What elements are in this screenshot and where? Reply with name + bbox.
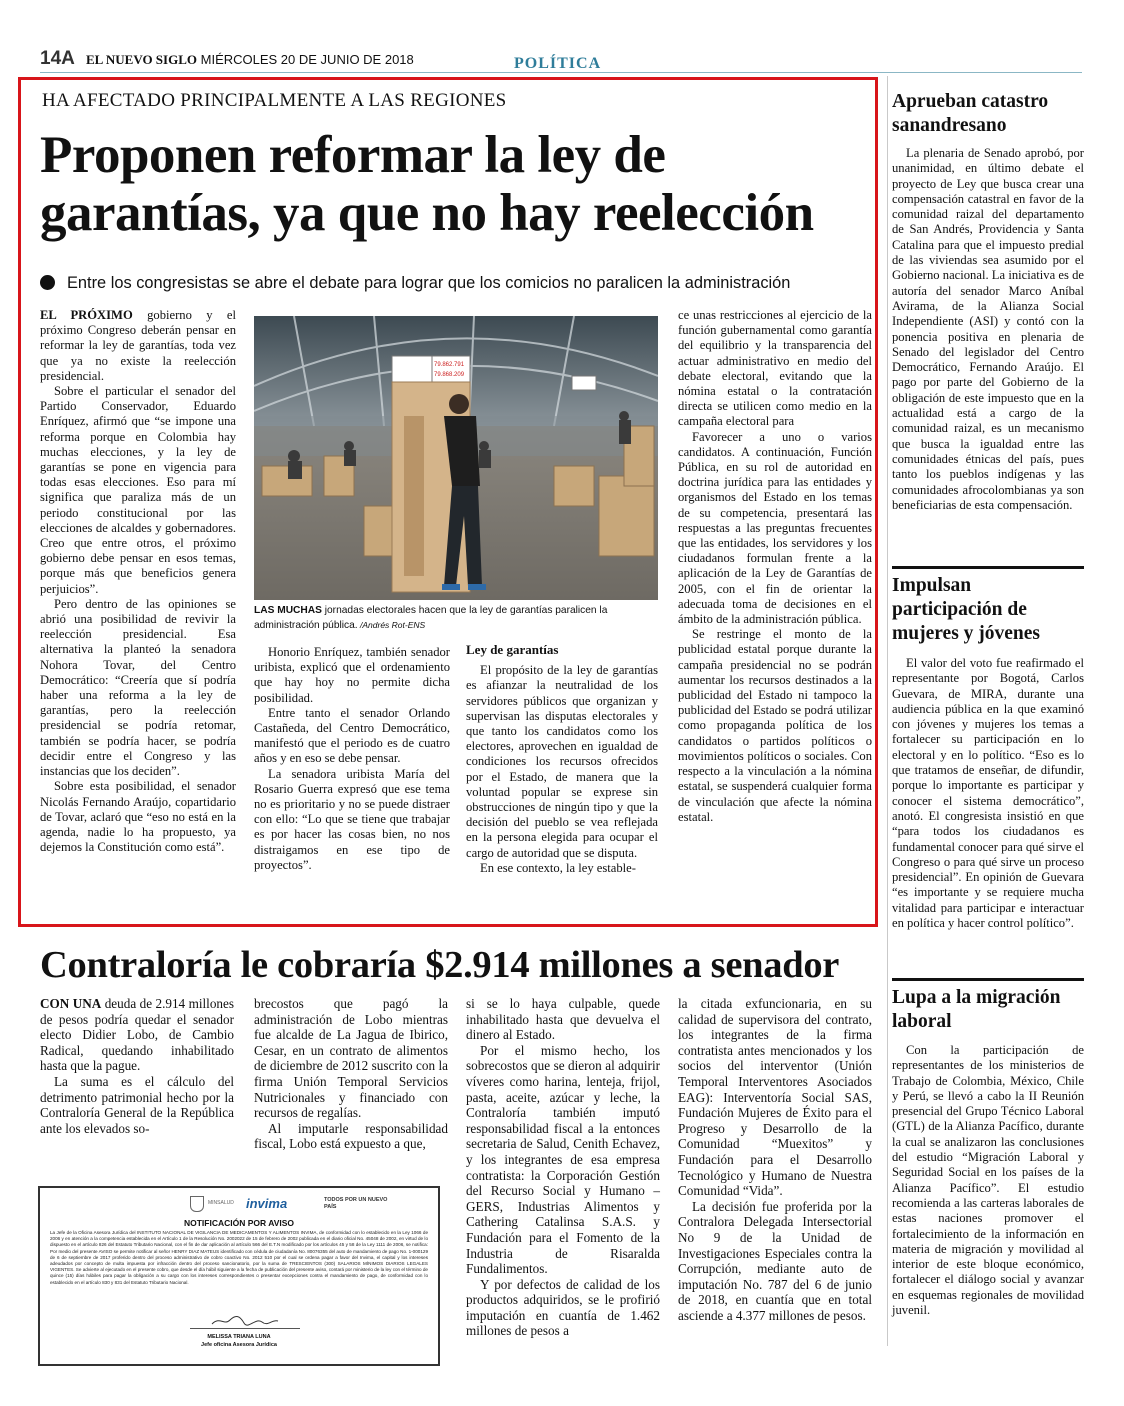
deck-text: Entre los congresistas se abre el debate para lograr que los comicios no paralicen la administración — [67, 274, 791, 292]
paragraph: La plenaria de Senado aprobó, por unanimidad, en último debate el proyecto de Ley que busca crear una compensación catastral en favor de la comunidad raizal del departamento de San Andrés, Providencia y Santa Catalina para que el impuesto predial de las viviendas sea asumido por el Gobierno nacional. La iniciativa es de autoría del senador Marco Aníbal Avirama, de la Alianza Social Independiente (ASI) y contó con la ponencia positiva en plenaria de Senado del legislador del Centro Democrático, Fernando Araújo. El pago por parte del Gobierno de la obligación de este impuesto que en la actualidad está a cargo de la comunidad raizal, es un mecanismo que busca la igualdad entre las comunidades étnicas del país, pues tanto los pueblos indígenas y las comunidades afrocolombianas ya son beneficiarias de esta compensación. — [892, 146, 1084, 512]
second-column-2 — [254, 996, 448, 1152]
bullet-icon — [40, 275, 55, 290]
second-headline: Contraloría le cobraría $2.914 millones a senador — [40, 944, 840, 986]
signer-role: Jefe oficina Asesora Jurídica — [201, 1342, 277, 1348]
paragraph: Favorecer a uno o varios candidatos. A continuación, Función Pública, en su rol de autoridad en doctrina jurídica para las entidades y organismos del Estado en los temas de su competencia, presentará las respuestas a las preguntas frecuentes que las entidades, los servidores y los ciudadanos formulan frente a la aplicación de la Ley de Garantías de 2005, con el fin de orientar la adecuada toma de decisiones en el ámbito de la administración pública. — [678, 429, 872, 627]
paragraph: Y por defectos de calidad de los productos adquiridos, se le profirió imputación en cuantía de 1.462 millones de pesos a — [466, 1276, 660, 1339]
paper-name: EL NUEVO SIGLO — [86, 52, 197, 67]
paragraph: La suma es el cálculo del detrimento patrimonial hecho por la Contraloría General de la República ante los elevados so- — [40, 1073, 234, 1136]
lead-caps: EL PRÓXIMO — [40, 308, 133, 322]
paragraph: El valor del voto fue reafirmado el representante por Bogotá, Carlos Guevara, de MIRA, durante una audiencia pública en la que examinó con jóvenes y mujeres los temas a fortalecer su participación en lo electoral y en lo político. “Eso es lo que tratamos de enseñar, de difundir, porque lo importante es participar y conocer el sistema democrático”, anotó. El congresista insistió en que “para todos los ciudadanos es fundamental conocer para qué sirve el Congreso o para qué sirve un proceso presidencial”. En opinión de Guevara “es importante y se requiere mucha vitalidad para participar e interactuar en política y hacer control político”. — [892, 656, 1084, 931]
booth-sign-numbers: 79.868.209 — [434, 372, 465, 378]
signer-name: MELISSA TRIANA LUNA — [207, 1334, 271, 1340]
booth-sign-numbers: 79.862.791 — [434, 362, 465, 368]
second-column-4 — [678, 996, 872, 1323]
sidebar-headline-2: Impulsan participación de mujeres y jóvenes — [892, 575, 1041, 644]
paragraph: Sobre esta posibilidad, el senador Nicolás Fernando Araújo, copartidario de Tovar, aclaró que “eso no está en la agenda, nadie lo ha propuesto, ya dejemos la Constitución como está”. — [40, 779, 236, 855]
caption-text: jornadas electorales hacen que la ley de garantías paralicen la administración pública. — [254, 605, 608, 631]
deck — [40, 274, 790, 293]
main-headline — [40, 126, 870, 242]
notice-text: La Jefe de la Oficina Asesora Jurídica del INSTITUTO NACIONAL DE VIGILANCIA DE MEDICAMENTOS Y ALIMENTOS INVIMA, de conformidad con lo establecido en la Ley 1066 de 2006 y en atención a la competencia establecida en el Artículo 1 de la Resolución No. 2002022 de 15 de febrero de 2002 publicada en el diario oficial No. 45048 de 2002, en virtud de lo dispuesto en el artículo 826 del Estatuto Tributario Nacional, con el fin de dar aplicación al artículo 566 del E.T.N modificado por los artículos 45 y 58 de la Ley 1111 de 2006, se notifica: Por medio del presente AVISO se permite notificar al señor HENRY DIAZ MATEUS identificado con cédula de ciudadanía No. 80076355 del auto de mandamiento de pago No. 1-000129 de 6 de septiembre de 2017 proferido dentro del proceso administrativo de cobro coactivo No. 2012 510 por el cual se ordena pagar a favor del Invima, el capital y los intereses adeudados por concepto de multa impuesta por infracción dentro del proceso sancionatorio, por la suma de TRESCIENTOS (300) SALARIOS MÍNIMOS DIARIOS LEGALES VIGENTES. Se advierte al ejecutado en el presente cobro, que desde el día hábil siguiente a la fecha de publicación del presente aviso, contará por ministerio de la ley con el término de quince (15) días hábiles para pagar la obligación a su cargo con los intereses correspondientes o presentar excepciones contra el mandamiento de pago, de conformidad con lo establecido en el artículo 830 y 831 del Estatuto Tributario Nacional. — [50, 1230, 428, 1285]
paragraph: ce unas restricciones al ejercicio de la función gubernamental como garantía del equilibrio y la transparencia del actuar administrativo en medio del debate electoral, evitando que la nómina estatal o la contratación directa se utilicen como medio en la campaña electoral para — [678, 308, 872, 429]
photo-credit: /Andrés Rot-ENS — [357, 620, 426, 630]
main-column-3 — [466, 642, 658, 876]
paragraph: Se restringe el monto de la publicidad estatal porque durante la campaña presidencial no se podrán aumentar los recursos destinados a la publicidad del Estado ni tampoco la publicidad del Estado se podrá utilizar como propaganda política de los candidatos o partidos políticos o movimientos políticos o sociales. Con respecto a la vinculación a la nómina estatal, se suspenderá cualquier forma de vinculación que afecte la nómina estatal. — [678, 627, 872, 824]
main-column-1 — [40, 308, 236, 855]
sidebar-rule — [887, 76, 888, 1346]
signature-mark — [210, 1314, 280, 1328]
second-column-1 — [40, 996, 234, 1136]
paragraph: Con la participación de representantes de los ministerios de Trabajo de Colombia, México, Chile y Perú, se llevó a cabo la II Reunión presencial del Grupo Técnico Laboral (GTL) de la Alianza Pacífico, durante la cual se analizaron las conclusiones del estudio “Migración Laboral y Seguridad Social en los países de la Alianza Pacífico”. El estudio recomienda a las carteras laborales de estas naciones promover el fortalecimiento de la información en materia de migración y movilidad al interior de este bloque económico, fortalecer el diálogo social y avanzar en esquemas regionales de movilidad juvenil. — [892, 1043, 1084, 1318]
caption-lead: LAS MUCHAS — [254, 605, 322, 616]
sidebar-divider — [892, 566, 1084, 569]
paragraph: La decisión fue proferida por la Contralora Delegada Intersectorial No 9 de la Unidad de Investigaciones Especiales contra la Corrupción, mediante auto de imputación No. 787 del 6 de junio de 2018, en cuantía que en total asciende a 4.377 millones de pesos. — [678, 1198, 872, 1323]
paragraph: brecostos que pagó la administración de Lobo mientras fue alcalde de La Jagua de Ibirico, Cesar, en un contrato de alimentos de diciembre de 2012 suscrito con la firma Unión Temporal Servicios Nutricionales y financiado con recursos de regalías. — [254, 996, 448, 1121]
subhead-ley-de-garantias: Ley de garantías — [466, 642, 559, 657]
notice-title: NOTIFICACIÓN POR AVISO — [183, 1218, 295, 1228]
minsalud-logo: MINSALUD — [208, 1200, 234, 1206]
headline-line-2: garantías, ya que no hay reelección — [40, 184, 814, 242]
lead-caps: CON UNA — [40, 996, 102, 1011]
sidebar-headline-1: Aprueban catastro sanandresano — [892, 91, 1049, 136]
sidebar-headline-3: Lupa a la migración laboral — [892, 987, 1061, 1032]
page-number: 14A — [40, 48, 75, 69]
headline-line-1: Proponen reformar la ley de — [40, 126, 666, 184]
kicker: HA AFECTADO PRINCIPALMENTE A LAS REGIONES — [42, 90, 507, 111]
photo-voting-booths — [254, 316, 658, 600]
masthead — [86, 52, 414, 68]
paragraph: gobierno y el próximo Congreso deberán pensar en reformar la ley de garantías, toda vez que ya no existe la reelección presidencial. — [40, 308, 236, 383]
paragraph: Honorio Enríquez, también senador uribista, explicó que el ordenamiento que hay hoy no permite dicha posibilidad. — [254, 645, 450, 705]
paragraph: si se lo haya culpable, quede inhabilitado hasta que devuelva el dinero al Estado. — [466, 996, 660, 1043]
header-rule — [40, 72, 1082, 73]
paragraph: deuda de 2.914 millones de pesos podría quedar el senador electo Didier Lobo, de Cambio Radical, quedando inhabilitado hasta que la pague. — [40, 996, 234, 1074]
paragraph: Sobre el particular el senador del Partido Conservador, Eduardo Enríquez, afirmó que “se impone una reforma porque en Colombia hay muchas elecciones, y la ley de garantías se pone en vigencia para todas esas elecciones. Eso para mí significa que paraliza más de un periodo constitucional por las elecciones de alcaldes y gobernadores. Creo que entre otros, el próximo gobierno debe pensar en esos temas, porque más que beneficios genera perjuicios”. — [40, 384, 236, 596]
main-column-2 — [254, 645, 450, 873]
paragraph: El propósito de la ley de garantías es afianzar la neutralidad de los servidores públicos que organizan y supervisan las disputas electorales y que tanto los candidatos como los electores, aprovechen en igualdad de condiciones los recursos ofrecidos por el Estado, de manera que la voluntad popular se exprese sin obstrucciones de ningún tipo y que la decisión del pueblo se vea reflejada en la persona elegida para ocupar el cargo de autoridad que se disputa. — [466, 663, 658, 860]
legal-notice — [38, 1186, 440, 1366]
sidebar-body-1 — [892, 146, 1084, 513]
invima-logo: invima — [246, 1196, 288, 1211]
paragraph: Por el mismo hecho, los sobrecostos que se dieron al adquirir víveres como harina, lenteja, frijol, pasta, aceite, azúcar y leche, la Contraloría también imputó responsabilidad fiscal a la entonces secretaria de Salud, Cenith Echavez, y los integrantes de esa empresa contratista: la Corporación Gestión del Recurso Social y Humano –GERS, Industrias Alimentos y Cathering Catalinsa S.A.S. y Fundación para el Fomento de la Industria de Risaralda Fundalimentos. — [466, 1042, 660, 1277]
paragraph: Al imputarle responsabilidad fiscal, Lobo está expuesto a que, — [254, 1120, 448, 1152]
sidebar-divider — [892, 978, 1084, 981]
sidebar-body-2 — [892, 656, 1084, 931]
signature-line — [190, 1328, 300, 1329]
notice-logos — [40, 1192, 438, 1220]
paragraph: Entre tanto el senador Orlando Castañeda, del Centro Democrático, manifestó que el periodo es de cuatro años y en eso se debe pensar. — [254, 705, 450, 766]
photo-caption — [254, 604, 658, 633]
coat-of-arms-icon — [190, 1196, 204, 1212]
sidebar-body-3 — [892, 1043, 1084, 1318]
issue-date: MIÉRCOLES 20 DE JUNIO DE 2018 — [200, 52, 414, 67]
main-column-4 — [678, 308, 872, 825]
second-column-3 — [466, 996, 660, 1339]
nuevo-pais-logo: TODOS POR UN NUEVO PAÍS — [324, 1197, 388, 1210]
paragraph: En ese contexto, la ley estable- — [480, 860, 636, 875]
paragraph: La senadora uribista María del Rosario Guerra expresó que ese tema no es prioritario y no se puede distraer con ello: “Lo que se tiene que trabajar es por hacer las cosas bien, no nos distraigamos en ese tipo de proyectos”. — [254, 766, 450, 872]
paragraph: la citada exfuncionaria, en su calidad de supervisora del contrato, los integrantes de la firma contratista antes mencionados y los socios del interventor (Unión Temporal Interventores Asociados EAG): Interventoría Social SAS, Fundación Mujeres de Éxito para el Progreso y Desarrollo de la Comunidad “Muexitos” y Fundación para el Desarrollo Tecnológico y Humano de Nuestra Comunidad “Vida”. — [678, 996, 872, 1199]
paragraph: Pero dentro de las opiniones se abrió una posibilidad de revivir la reelección presidencial. Esa alternativa la planteó la senadora Nohora Tovar, del Centro Democrático: “Creería que sí podría haber una reforma a la ley de garantías, pero la reelección presidencial se podría retomar, también se podría hacer, se podría decidir entre el Congreso y las instancias que los deciden”. — [40, 596, 236, 779]
section-label: POLÍTICA — [514, 55, 602, 72]
